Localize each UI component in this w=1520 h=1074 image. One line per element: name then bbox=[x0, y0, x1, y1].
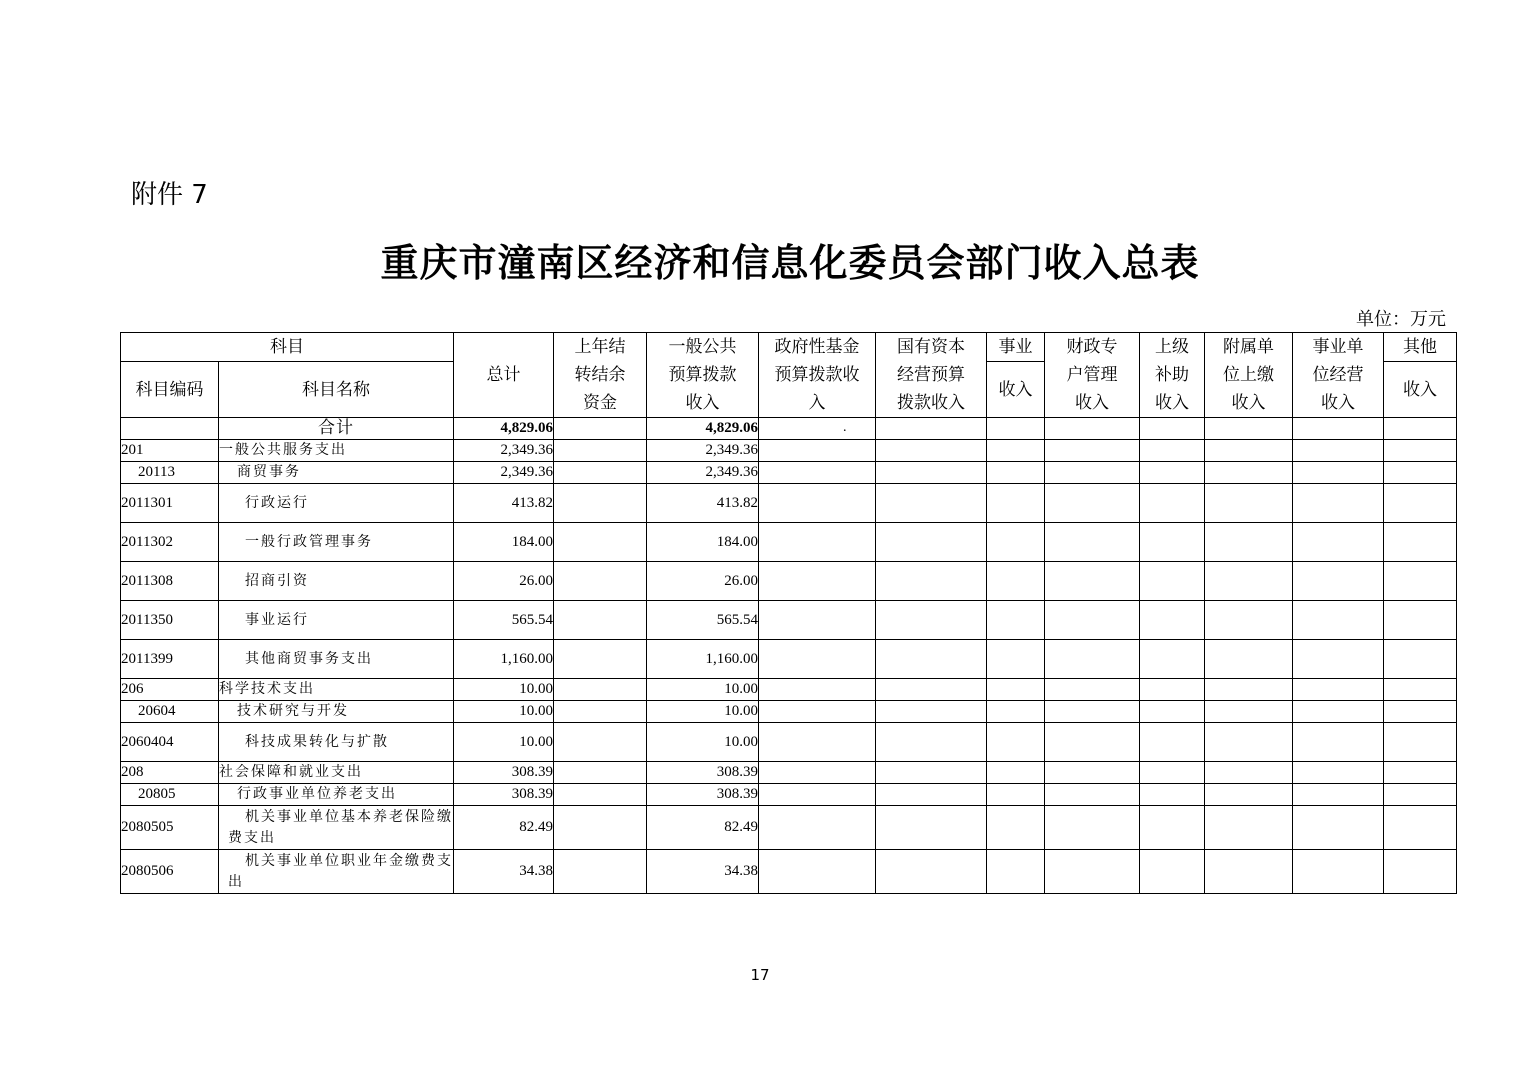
row-code: 2011302 bbox=[121, 523, 219, 562]
empty-cell bbox=[1045, 440, 1140, 462]
table-row bbox=[121, 462, 1457, 484]
row-code: 2011399 bbox=[121, 640, 219, 679]
empty-cell bbox=[1205, 762, 1293, 784]
empty-cell bbox=[1384, 562, 1457, 601]
empty-cell bbox=[876, 484, 987, 523]
row-general-budget: 184.00 bbox=[647, 523, 759, 562]
empty-cell bbox=[759, 850, 876, 894]
empty-cell bbox=[1293, 440, 1384, 462]
empty-cell bbox=[987, 723, 1045, 762]
row-name: 一般公共服务支出 bbox=[219, 440, 454, 462]
empty-cell bbox=[1205, 806, 1293, 850]
row-name: 机关事业单位职业年金缴费支出 bbox=[219, 850, 454, 894]
table-row bbox=[121, 701, 1457, 723]
header-general-budget bbox=[647, 333, 759, 418]
empty-cell bbox=[1293, 601, 1384, 640]
total-code-cell bbox=[121, 418, 219, 440]
empty-cell bbox=[876, 723, 987, 762]
total-general-budget: 4,829.06 bbox=[647, 418, 759, 440]
empty-cell bbox=[1205, 723, 1293, 762]
header-gov-fund bbox=[759, 333, 876, 418]
empty-cell bbox=[1384, 784, 1457, 806]
row-name: 一般行政管理事务 bbox=[219, 523, 454, 562]
table-row bbox=[121, 440, 1457, 462]
empty-cell bbox=[759, 701, 876, 723]
empty-cell bbox=[1045, 762, 1140, 784]
empty-cell bbox=[876, 784, 987, 806]
row-code: 2080505 bbox=[121, 806, 219, 850]
row-code: 2011350 bbox=[121, 601, 219, 640]
table-row bbox=[121, 784, 1457, 806]
empty-cell bbox=[554, 523, 647, 562]
empty-cell bbox=[1045, 418, 1140, 440]
empty-cell bbox=[1384, 701, 1457, 723]
row-code: 206 bbox=[121, 679, 219, 701]
row-general-budget: 10.00 bbox=[647, 723, 759, 762]
empty-cell bbox=[1384, 484, 1457, 523]
row-general-budget: 308.39 bbox=[647, 762, 759, 784]
empty-cell bbox=[987, 418, 1045, 440]
empty-cell bbox=[1384, 418, 1457, 440]
header-state-capital-text: 国有资本 经营预算 拨款收入 bbox=[897, 337, 965, 413]
row-general-budget: 413.82 bbox=[647, 484, 759, 523]
row-code: 2080506 bbox=[121, 850, 219, 894]
empty-cell bbox=[1140, 850, 1205, 894]
empty-cell bbox=[554, 701, 647, 723]
empty-cell bbox=[759, 523, 876, 562]
header-fiscal-account bbox=[1045, 333, 1140, 418]
empty-cell bbox=[1205, 784, 1293, 806]
table-row bbox=[121, 723, 1457, 762]
empty-cell bbox=[1293, 701, 1384, 723]
empty-cell bbox=[759, 601, 876, 640]
empty-cell bbox=[1384, 723, 1457, 762]
row-code: 201 bbox=[121, 440, 219, 462]
empty-cell bbox=[1293, 484, 1384, 523]
row-code: 2011301 bbox=[121, 484, 219, 523]
row-general-budget: 308.39 bbox=[647, 784, 759, 806]
empty-cell bbox=[1140, 418, 1205, 440]
empty-cell bbox=[1045, 679, 1140, 701]
row-total: 2,349.36 bbox=[454, 462, 554, 484]
empty-cell bbox=[987, 762, 1045, 784]
row-general-budget: 2,349.36 bbox=[647, 440, 759, 462]
row-name: 技术研究与开发 bbox=[219, 701, 454, 723]
empty-cell bbox=[1384, 679, 1457, 701]
row-total: 308.39 bbox=[454, 784, 554, 806]
table-row bbox=[121, 484, 1457, 523]
empty-cell bbox=[1293, 850, 1384, 894]
page-number: 17 bbox=[750, 966, 770, 984]
table-row bbox=[121, 601, 1457, 640]
empty-cell bbox=[1045, 806, 1140, 850]
empty-cell bbox=[759, 762, 876, 784]
empty-cell bbox=[1293, 784, 1384, 806]
row-general-budget: 2,349.36 bbox=[647, 462, 759, 484]
empty-cell bbox=[1140, 562, 1205, 601]
header-superior-subsidy bbox=[1140, 333, 1205, 418]
empty-cell bbox=[1384, 523, 1457, 562]
empty-cell bbox=[1045, 784, 1140, 806]
empty-cell bbox=[554, 601, 647, 640]
empty-cell bbox=[987, 562, 1045, 601]
row-name: 招商引资 bbox=[219, 562, 454, 601]
table-row bbox=[121, 640, 1457, 679]
empty-cell bbox=[876, 850, 987, 894]
empty-cell bbox=[1205, 640, 1293, 679]
header-affiliated bbox=[1205, 333, 1293, 418]
table-row bbox=[121, 523, 1457, 562]
header-carryover bbox=[554, 333, 647, 418]
income-summary-table bbox=[120, 332, 1457, 894]
empty-cell bbox=[876, 440, 987, 462]
empty-cell bbox=[554, 440, 647, 462]
empty-cell bbox=[987, 484, 1045, 523]
table-row bbox=[121, 850, 1457, 894]
empty-cell bbox=[1045, 640, 1140, 679]
empty-cell bbox=[876, 462, 987, 484]
row-name: 商贸事务 bbox=[219, 462, 454, 484]
empty-cell bbox=[759, 679, 876, 701]
page-title: 重庆市潼南区经济和信息化委员会部门收入总表 bbox=[380, 240, 1200, 285]
empty-cell bbox=[1293, 806, 1384, 850]
row-name: 行政运行 bbox=[219, 484, 454, 523]
empty-cell bbox=[554, 784, 647, 806]
table-row bbox=[121, 762, 1457, 784]
row-code: 20805 bbox=[121, 784, 219, 806]
header-other-top: 其他 bbox=[1384, 333, 1457, 362]
empty-cell bbox=[1384, 462, 1457, 484]
header-other-bottom: 收入 bbox=[1384, 362, 1457, 418]
empty-cell bbox=[1384, 440, 1457, 462]
header-code: 科目编码 bbox=[121, 362, 219, 418]
empty-cell bbox=[1140, 701, 1205, 723]
row-total: 413.82 bbox=[454, 484, 554, 523]
header-superior-subsidy-text: 上级 补助 收入 bbox=[1155, 337, 1189, 413]
empty-cell bbox=[759, 484, 876, 523]
row-code: 2060404 bbox=[121, 723, 219, 762]
empty-cell bbox=[1045, 850, 1140, 894]
empty-cell bbox=[759, 440, 876, 462]
empty-cell bbox=[1140, 762, 1205, 784]
empty-cell bbox=[1045, 562, 1140, 601]
empty-cell bbox=[987, 523, 1045, 562]
empty-cell bbox=[1140, 640, 1205, 679]
empty-cell bbox=[1140, 806, 1205, 850]
empty-cell bbox=[1205, 418, 1293, 440]
header-institution-bottom: 收入 bbox=[987, 362, 1045, 418]
empty-cell bbox=[1384, 601, 1457, 640]
empty-cell bbox=[987, 440, 1045, 462]
empty-cell bbox=[1045, 462, 1140, 484]
header-subject: 科目 bbox=[121, 333, 454, 362]
empty-cell bbox=[1205, 562, 1293, 601]
empty-cell bbox=[1205, 523, 1293, 562]
header-name: 科目名称 bbox=[219, 362, 454, 418]
empty-cell bbox=[759, 784, 876, 806]
empty-cell bbox=[759, 806, 876, 850]
row-name: 其他商贸事务支出 bbox=[219, 640, 454, 679]
empty-cell bbox=[1293, 679, 1384, 701]
empty-cell bbox=[876, 762, 987, 784]
table-row bbox=[121, 679, 1457, 701]
total-row bbox=[121, 418, 1457, 440]
empty-cell bbox=[876, 418, 987, 440]
empty-cell bbox=[554, 562, 647, 601]
header-gov-fund-text: 政府性基金 预算拨款收 入 bbox=[774, 337, 860, 413]
empty-cell bbox=[759, 462, 876, 484]
empty-cell bbox=[987, 784, 1045, 806]
empty-cell bbox=[759, 562, 876, 601]
empty-cell bbox=[759, 640, 876, 679]
empty-cell bbox=[1205, 701, 1293, 723]
row-code: 2011308 bbox=[121, 562, 219, 601]
empty-cell bbox=[1293, 562, 1384, 601]
row-total: 10.00 bbox=[454, 701, 554, 723]
row-total: 10.00 bbox=[454, 679, 554, 701]
row-total: 184.00 bbox=[454, 523, 554, 562]
empty-cell bbox=[876, 523, 987, 562]
header-carryover-text: 上年结 转结余 资金 bbox=[574, 337, 626, 413]
empty-cell bbox=[987, 462, 1045, 484]
row-general-budget: 34.38 bbox=[647, 850, 759, 894]
empty-cell bbox=[1205, 601, 1293, 640]
total-amount: 4,829.06 bbox=[454, 418, 554, 440]
empty-cell bbox=[554, 806, 647, 850]
empty-cell bbox=[1045, 601, 1140, 640]
row-general-budget: 26.00 bbox=[647, 562, 759, 601]
row-name: 社会保障和就业支出 bbox=[219, 762, 454, 784]
row-total: 34.38 bbox=[454, 850, 554, 894]
header-operating-text: 事业单 位经营 收入 bbox=[1312, 337, 1364, 413]
empty-cell bbox=[1140, 784, 1205, 806]
empty-cell bbox=[1384, 762, 1457, 784]
empty-cell bbox=[554, 484, 647, 523]
empty-cell bbox=[554, 679, 647, 701]
empty-cell bbox=[1045, 701, 1140, 723]
empty-cell bbox=[554, 640, 647, 679]
row-name: 事业运行 bbox=[219, 601, 454, 640]
empty-cell bbox=[1140, 601, 1205, 640]
row-code: 208 bbox=[121, 762, 219, 784]
empty-cell bbox=[1293, 640, 1384, 679]
row-code: 20604 bbox=[121, 701, 219, 723]
row-total: 1,160.00 bbox=[454, 640, 554, 679]
row-total: 82.49 bbox=[454, 806, 554, 850]
empty-cell bbox=[987, 850, 1045, 894]
empty-cell bbox=[554, 762, 647, 784]
row-general-budget: 1,160.00 bbox=[647, 640, 759, 679]
empty-cell bbox=[987, 701, 1045, 723]
empty-cell bbox=[1045, 723, 1140, 762]
empty-cell bbox=[987, 679, 1045, 701]
row-total: 2,349.36 bbox=[454, 440, 554, 462]
row-general-budget: 10.00 bbox=[647, 701, 759, 723]
total-gov-fund-mark: . bbox=[843, 420, 847, 435]
total-label: 合计 bbox=[219, 418, 454, 440]
empty-cell bbox=[554, 850, 647, 894]
row-name: 机关事业单位基本养老保险缴费支出 bbox=[219, 806, 454, 850]
empty-cell bbox=[554, 418, 647, 440]
empty-cell bbox=[876, 562, 987, 601]
empty-cell bbox=[1293, 418, 1384, 440]
empty-cell bbox=[1205, 484, 1293, 523]
empty-cell bbox=[1293, 523, 1384, 562]
header-institution-top: 事业 bbox=[987, 333, 1045, 362]
empty-cell bbox=[876, 806, 987, 850]
empty-cell bbox=[1293, 462, 1384, 484]
empty-cell bbox=[554, 462, 647, 484]
empty-cell bbox=[987, 601, 1045, 640]
row-code: 20113 bbox=[121, 462, 219, 484]
empty-cell bbox=[759, 723, 876, 762]
empty-cell bbox=[1384, 640, 1457, 679]
row-general-budget: 82.49 bbox=[647, 806, 759, 850]
header-affiliated-text: 附属单 位上缴 收入 bbox=[1223, 337, 1274, 413]
row-total: 10.00 bbox=[454, 723, 554, 762]
row-general-budget: 10.00 bbox=[647, 679, 759, 701]
header-total: 总计 bbox=[454, 333, 554, 418]
empty-cell bbox=[1045, 484, 1140, 523]
empty-cell bbox=[1384, 850, 1457, 894]
empty-cell bbox=[1293, 762, 1384, 784]
empty-cell bbox=[1140, 440, 1205, 462]
row-name: 科技成果转化与扩散 bbox=[219, 723, 454, 762]
header-fiscal-account-text: 财政专 户管理 收入 bbox=[1066, 337, 1118, 413]
empty-cell bbox=[1140, 462, 1205, 484]
header-operating bbox=[1293, 333, 1384, 418]
empty-cell bbox=[876, 701, 987, 723]
empty-cell bbox=[876, 640, 987, 679]
attachment-label: 附件 7 bbox=[131, 180, 208, 210]
empty-cell bbox=[1140, 484, 1205, 523]
row-name: 行政事业单位养老支出 bbox=[219, 784, 454, 806]
header-state-capital bbox=[876, 333, 987, 418]
empty-cell bbox=[1384, 806, 1457, 850]
table-row bbox=[121, 806, 1457, 850]
empty-cell bbox=[876, 601, 987, 640]
empty-cell bbox=[1140, 723, 1205, 762]
empty-cell bbox=[876, 679, 987, 701]
row-total: 308.39 bbox=[454, 762, 554, 784]
empty-cell bbox=[987, 640, 1045, 679]
empty-cell bbox=[1293, 723, 1384, 762]
empty-cell bbox=[554, 723, 647, 762]
table-row bbox=[121, 562, 1457, 601]
empty-cell bbox=[1205, 462, 1293, 484]
empty-cell bbox=[1140, 679, 1205, 701]
empty-cell bbox=[1045, 523, 1140, 562]
row-general-budget: 565.54 bbox=[647, 601, 759, 640]
empty-cell bbox=[987, 806, 1045, 850]
empty-cell bbox=[1205, 440, 1293, 462]
row-total: 26.00 bbox=[454, 562, 554, 601]
total-gov-fund-cell bbox=[759, 418, 876, 440]
row-name: 科学技术支出 bbox=[219, 679, 454, 701]
empty-cell bbox=[1205, 850, 1293, 894]
empty-cell bbox=[1205, 679, 1293, 701]
row-total: 565.54 bbox=[454, 601, 554, 640]
empty-cell bbox=[1140, 523, 1205, 562]
header-general-budget-text: 一般公共 预算拨款 收入 bbox=[668, 337, 737, 413]
unit-label: 单位：万元 bbox=[1356, 309, 1446, 330]
